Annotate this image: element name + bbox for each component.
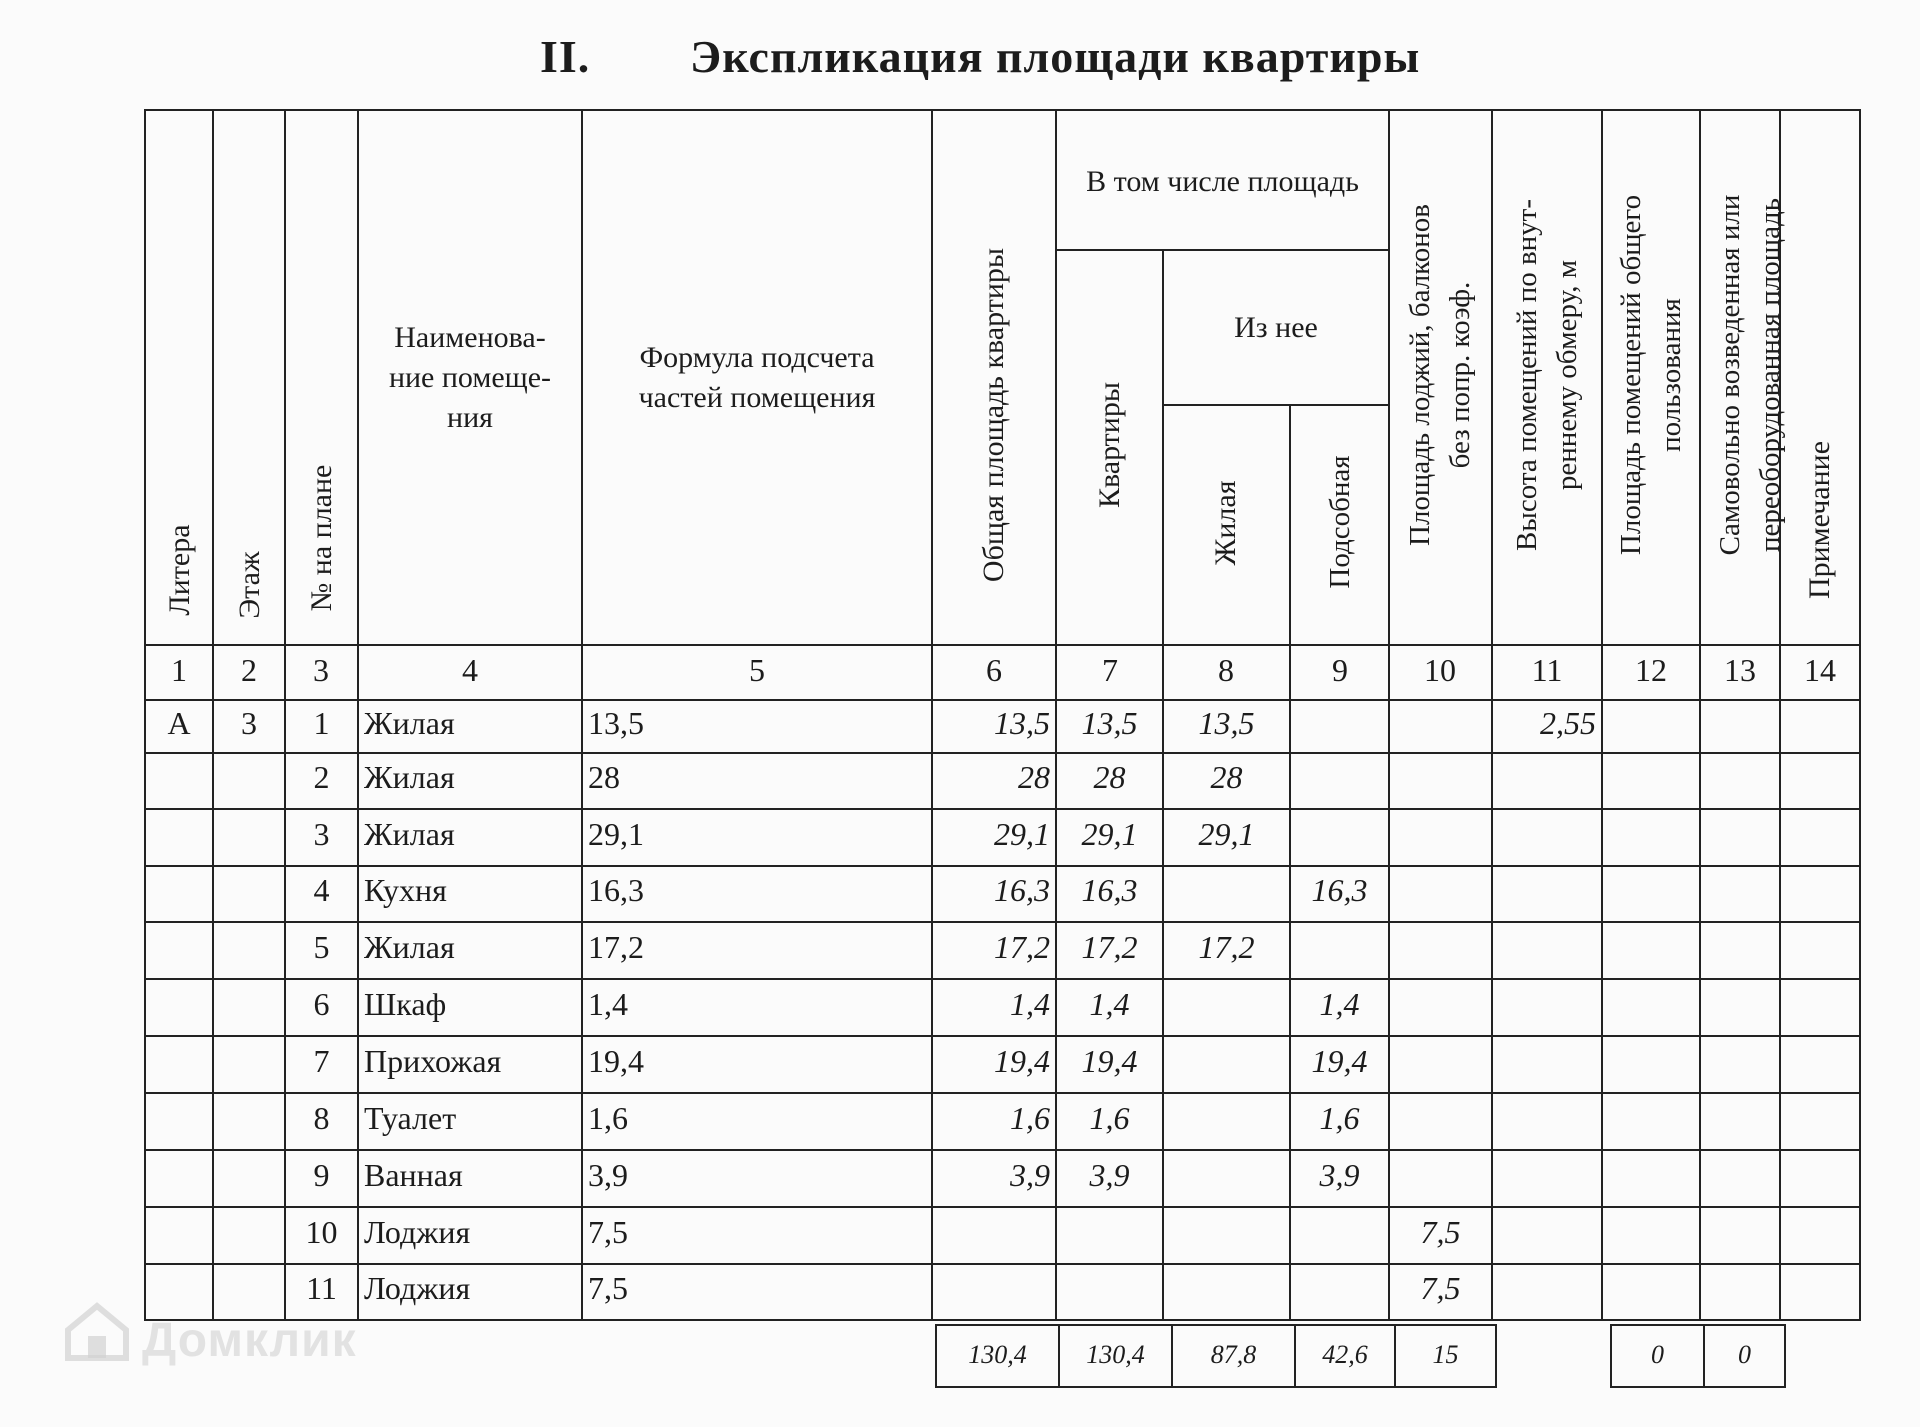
cell-total-area: 29,1 [994,815,1050,852]
cell-room-name: Жилая [364,928,455,965]
header-total-area: Общая площадь квартиры [977,247,1010,583]
cell-room-name: Жилая [364,759,455,795]
cell-plan-number: 9 [313,1156,330,1193]
column-number: 1 [171,652,187,688]
cell-formula: 13,5 [588,704,644,741]
column-number: 2 [241,652,257,688]
cell-plan-number: 11 [306,1270,337,1306]
cell-flat-area: 17,2 [1081,928,1138,965]
cell-room-name: Прихожая [364,1042,502,1079]
header-loggia-area: Площадь лоджий, балконов без попр. коэф. [1404,204,1476,546]
header-group-area: В том числе площадь [1086,165,1359,198]
column-number: 3 [313,652,329,688]
cell-room-name: Туалет [364,1099,457,1136]
header-living-area: Жилая [1209,480,1242,566]
loggia-area-sum: 15 [1432,1340,1459,1369]
cell-plan-number: 2 [313,759,330,795]
cell-room-name: Лоджия [364,1270,471,1306]
cell-total-area: 3,9 [1010,1156,1050,1193]
watermark [62,1300,357,1368]
cell-aux-area: 16,3 [1311,872,1368,908]
cell-total-area: 13,5 [994,704,1050,741]
cell-plan-number: 4 [313,872,330,908]
cell-living-area: 17,2 [1198,928,1255,965]
cell-total-area: 16,3 [994,872,1050,908]
column-number: 14 [1804,652,1836,688]
cell-formula: 16,3 [588,872,644,908]
cell-plan-number: 10 [305,1213,338,1250]
header-aux-area: Подсобная [1324,455,1356,589]
cell-plan-number: 5 [313,928,330,965]
cell-aux-area: 1,4 [1319,985,1360,1022]
cell-room-name: Шкаф [364,985,447,1022]
column-number: 7 [1102,652,1118,688]
header-unauthorized-area: Самовольно возведенная или переоборудованная площадь [1714,194,1786,556]
cell-flat-area: 1,4 [1089,985,1130,1022]
cell-room-name: Лоджия [364,1213,471,1250]
cell-formula: 7,5 [588,1270,628,1306]
column-number: 12 [1635,652,1667,688]
header-height: Высота помещений по внут- реннему обмеру, м [1511,199,1583,551]
cell-total-area: 1,6 [1010,1099,1050,1136]
header-common-area: Площадь помещений общего пользования [1615,194,1687,556]
cell-total-area: 17,2 [994,928,1050,965]
cell-formula: 28 [588,759,620,795]
column-number: 4 [462,652,478,688]
column-number: 6 [986,652,1002,688]
cell-living-area: 13,5 [1198,704,1255,741]
watermark-text: Домклик [142,1314,357,1367]
cell-formula: 19,4 [588,1042,644,1079]
cell-formula: 1,6 [588,1099,628,1136]
cell-total-area: 28 [1018,759,1050,795]
cell-total-area: 19,4 [994,1042,1050,1079]
cell-total-area: 1,4 [1010,985,1050,1022]
cell-aux-area: 3,9 [1319,1156,1360,1193]
section-number: II. [540,31,591,82]
cell-aux-area: 1,6 [1319,1099,1360,1136]
column-number: 9 [1332,652,1348,688]
cell-loggia-area: 7,5 [1420,1270,1461,1306]
cell-aux-area: 19,4 [1311,1042,1368,1079]
cell-formula: 1,4 [588,985,628,1022]
header-flat-area: Квартиры [1093,381,1126,509]
cell-floor: 3 [241,704,257,741]
title-text: Экспликация площади квартиры [690,31,1421,82]
cell-plan-number: 8 [313,1099,330,1136]
cell-flat-area: 1,6 [1089,1099,1130,1136]
living-area-sum: 87,8 [1210,1340,1257,1369]
header-litera: Литера [163,524,196,616]
column-number: 8 [1218,652,1234,688]
cell-formula: 3,9 [588,1156,628,1193]
header-room-name: Наименова- ние помеще- ния [388,321,552,434]
cell-room-name: Кухня [364,872,447,908]
header-floor: Этаж [233,551,266,619]
cell-loggia-area: 7,5 [1420,1213,1461,1250]
header-plan-number: № на плане [305,464,338,612]
cell-living-area: 28 [1210,759,1243,795]
aux-area-sum: 42,6 [1322,1340,1368,1369]
cell-flat-area: 3,9 [1089,1156,1130,1193]
cell-plan-number: 3 [313,815,330,852]
cell-plan-number: 1 [313,704,330,741]
cell-room-name: Ванная [364,1156,463,1193]
cell-room-name: Жилая [364,704,455,741]
cell-formula: 29,1 [588,815,644,852]
cell-plan-number: 6 [313,985,330,1022]
cell-litera: А [167,704,191,741]
column-number: 11 [1531,652,1563,688]
unauthorized-area-sum: 0 [1738,1340,1751,1369]
cell-flat-area: 16,3 [1081,872,1138,908]
header-note: Примечание [1803,440,1836,600]
total-area-sum: 130,4 [968,1340,1027,1369]
cell-room-name: Жилая [364,815,455,852]
column-number: 5 [749,652,765,688]
house-logo-icon [62,1300,132,1362]
cell-plan-number: 7 [313,1042,330,1079]
header-subgroup: Из нее [1234,311,1318,344]
column-number: 13 [1724,652,1756,688]
cell-flat-area: 28 [1093,759,1126,795]
cell-living-area: 29,1 [1198,815,1255,852]
header-formula: Формула подсчета частей помещения [638,341,876,414]
cell-height: 2,55 [1540,704,1596,741]
cell-flat-area: 13,5 [1081,704,1138,741]
column-number: 10 [1424,652,1456,688]
cell-flat-area: 29,1 [1081,815,1138,852]
common-area-sum: 0 [1651,1340,1664,1369]
cell-flat-area: 19,4 [1081,1042,1138,1079]
cell-formula: 7,5 [588,1213,628,1250]
flat-area-sum: 130,4 [1086,1340,1145,1369]
cell-formula: 17,2 [588,928,644,965]
